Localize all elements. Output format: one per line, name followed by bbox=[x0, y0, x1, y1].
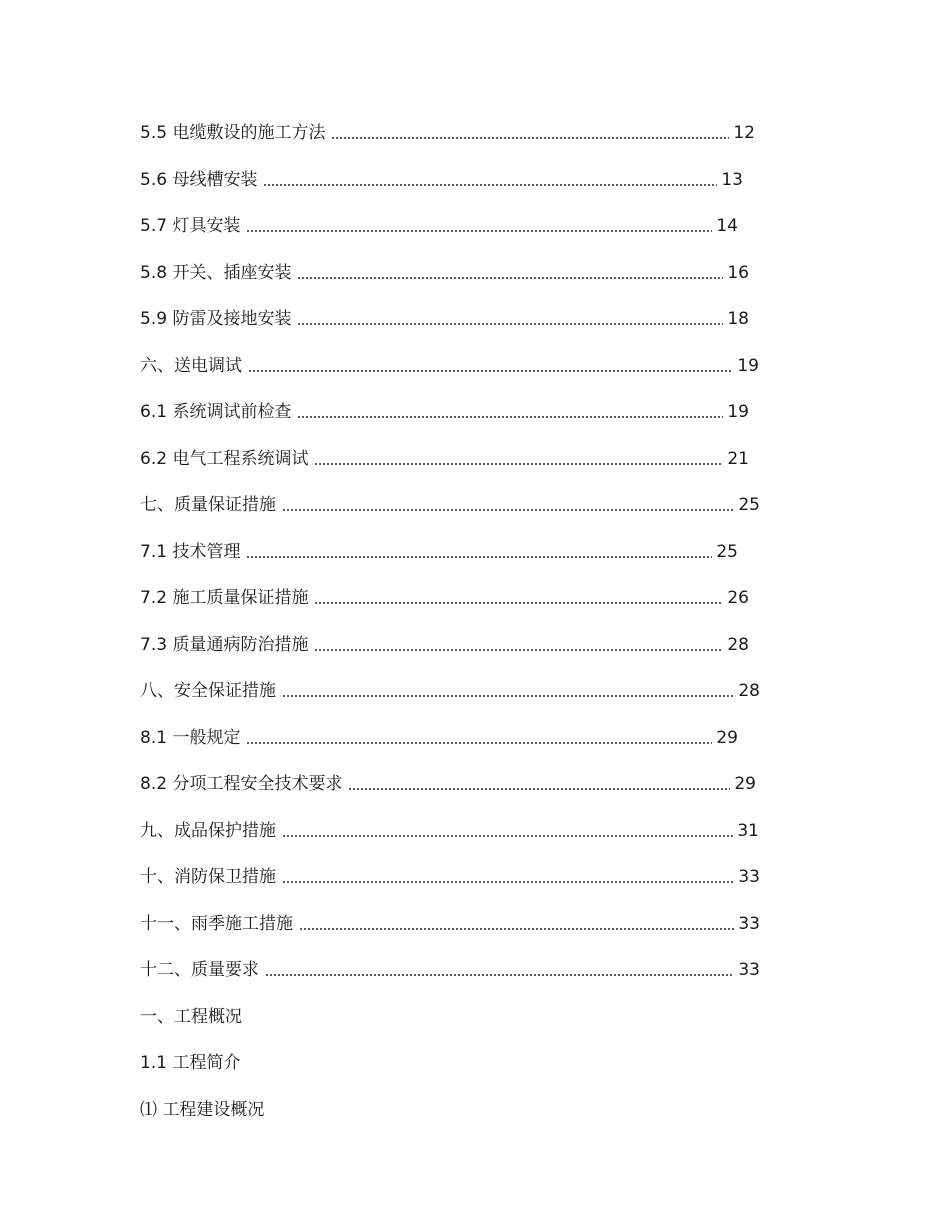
toc-entry-page: 29 bbox=[734, 774, 756, 795]
toc-entry-title: 5.8 开关、插座安装 bbox=[140, 262, 292, 283]
toc-entry-title: 7.3 质量通病防治措施 bbox=[140, 634, 309, 655]
toc-leader-dots bbox=[331, 137, 729, 139]
table-of-contents bbox=[140, 110, 760, 1133]
toc-entry[interactable] bbox=[140, 901, 760, 948]
toc-entry[interactable] bbox=[140, 808, 759, 855]
toc-entry[interactable] bbox=[140, 343, 759, 390]
toc-leader-dots bbox=[282, 881, 734, 883]
toc-entry[interactable] bbox=[140, 436, 749, 483]
toc-leader-dots bbox=[299, 928, 734, 930]
toc-entry-title: 七、质量保证措施 bbox=[140, 495, 276, 516]
toc-entry-page: 25 bbox=[716, 541, 738, 562]
toc-leader-dots bbox=[297, 416, 723, 418]
toc-leader-dots bbox=[297, 323, 723, 325]
toc-entry-title: 8.1 一般规定 bbox=[140, 727, 241, 748]
toc-entry[interactable] bbox=[140, 575, 749, 622]
toc-leader-dots bbox=[282, 835, 733, 837]
toc-entry-page: 25 bbox=[738, 495, 760, 516]
toc-leader-dots bbox=[314, 649, 723, 651]
toc-leader-dots bbox=[246, 230, 712, 232]
toc-leader-dots bbox=[265, 974, 734, 976]
toc-leader-dots bbox=[263, 184, 717, 186]
toc-entry[interactable] bbox=[140, 389, 749, 436]
toc-leader-dots bbox=[282, 509, 734, 511]
toc-entry[interactable] bbox=[140, 250, 749, 297]
toc-entry-title: 6.1 系统调试前检查 bbox=[140, 402, 292, 423]
toc-leader-dots bbox=[314, 602, 723, 604]
toc-entry-page: 26 bbox=[727, 588, 749, 609]
toc-entry-title: 十、消防保卫措施 bbox=[140, 867, 276, 888]
toc-entry-page: 19 bbox=[737, 355, 759, 376]
section-heading: 一、工程概况 bbox=[140, 1006, 242, 1027]
toc-entry-page: 19 bbox=[727, 402, 749, 423]
toc-leader-dots bbox=[297, 277, 723, 279]
toc-entry[interactable] bbox=[140, 761, 756, 808]
toc-entry-page: 13 bbox=[721, 169, 743, 190]
toc-entry-page: 33 bbox=[738, 867, 760, 888]
toc-entry-page: 12 bbox=[733, 123, 755, 144]
toc-entry-title: 5.6 母线槽安装 bbox=[140, 169, 258, 190]
toc-entry-page: 28 bbox=[727, 634, 749, 655]
toc-leader-dots bbox=[246, 556, 712, 558]
toc-entry-title: 六、送电调试 bbox=[140, 355, 242, 376]
toc-entry-page: 28 bbox=[738, 681, 760, 702]
toc-entry[interactable] bbox=[140, 715, 738, 762]
toc-entry-page: 18 bbox=[727, 309, 749, 330]
toc-entry[interactable] bbox=[140, 947, 760, 994]
toc-leader-dots bbox=[248, 370, 733, 372]
toc-entry[interactable] bbox=[140, 157, 743, 204]
subsection-heading: 1.1 工程简介 bbox=[140, 1053, 241, 1074]
toc-entry-title: 5.5 电缆敷设的施工方法 bbox=[140, 123, 326, 144]
toc-entry[interactable] bbox=[140, 529, 738, 576]
toc-entry-title: 7.2 施工质量保证措施 bbox=[140, 588, 309, 609]
toc-entry-page: 31 bbox=[737, 820, 759, 841]
toc-leader-dots bbox=[282, 695, 734, 697]
toc-entry-title: 八、安全保证措施 bbox=[140, 681, 276, 702]
toc-entry[interactable] bbox=[140, 203, 738, 250]
toc-entry[interactable] bbox=[140, 622, 749, 669]
toc-entry-title: 十二、质量要求 bbox=[140, 960, 259, 981]
toc-entry-title: 8.2 分项工程安全技术要求 bbox=[140, 774, 343, 795]
toc-entry[interactable] bbox=[140, 668, 760, 715]
toc-entry[interactable] bbox=[140, 482, 760, 529]
toc-entry-page: 14 bbox=[716, 216, 738, 237]
toc-leader-dots bbox=[348, 788, 730, 790]
toc-entry-page: 21 bbox=[727, 448, 749, 469]
toc-entry-page: 33 bbox=[738, 960, 760, 981]
toc-entry-title: 九、成品保护措施 bbox=[140, 820, 276, 841]
toc-leader-dots bbox=[246, 742, 712, 744]
toc-entry-page: 16 bbox=[727, 262, 749, 283]
toc-entry-title: 5.7 灯具安装 bbox=[140, 216, 241, 237]
toc-entry-title: 7.1 技术管理 bbox=[140, 541, 241, 562]
item-heading: ⑴ 工程建设概况 bbox=[140, 1099, 265, 1120]
toc-entry-title: 5.9 防雷及接地安装 bbox=[140, 309, 292, 330]
toc-entry-page: 29 bbox=[716, 727, 738, 748]
toc-leader-dots bbox=[314, 463, 723, 465]
toc-entry-title: 十一、雨季施工措施 bbox=[140, 913, 293, 934]
toc-entry[interactable] bbox=[140, 110, 755, 157]
toc-entry[interactable] bbox=[140, 296, 749, 343]
toc-entry[interactable] bbox=[140, 854, 760, 901]
toc-entry-page: 33 bbox=[738, 913, 760, 934]
toc-entry-title: 6.2 电气工程系统调试 bbox=[140, 448, 309, 469]
